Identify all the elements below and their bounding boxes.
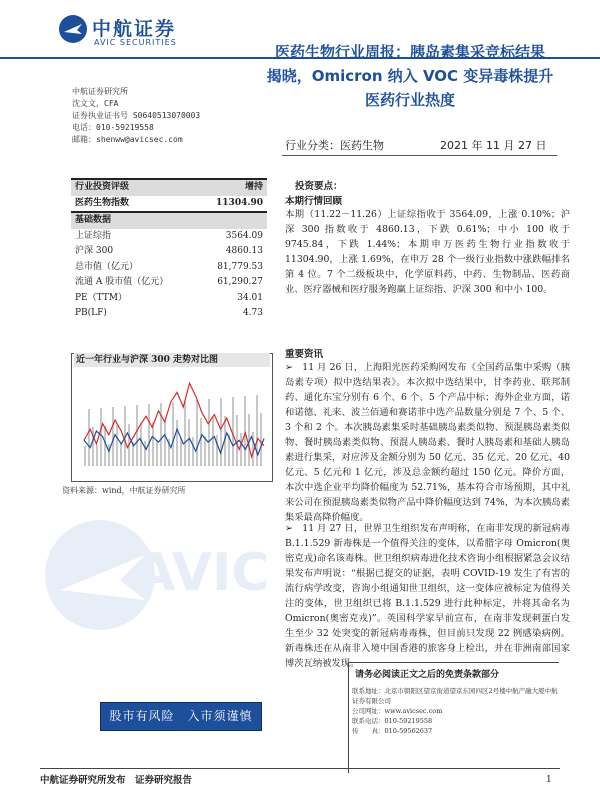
page-number: 1 bbox=[546, 775, 552, 785]
row-value: 61,290.27 bbox=[217, 277, 263, 287]
row-label: 总市值（亿元） bbox=[75, 261, 139, 272]
table-row bbox=[71, 291, 267, 307]
analyst-name: 沈文文，CFA bbox=[72, 99, 119, 108]
rating-value: 增持 bbox=[244, 182, 263, 192]
volume-bar bbox=[172, 402, 174, 466]
chart-source: 资料来源：wind，中航证券研究所 bbox=[62, 486, 186, 495]
row-value: 81,779.53 bbox=[217, 261, 263, 272]
volume-bar bbox=[180, 438, 182, 466]
volume-bar bbox=[84, 446, 86, 466]
volume-bar bbox=[116, 425, 118, 466]
volume-bar bbox=[208, 399, 210, 466]
table-row bbox=[71, 229, 267, 245]
volume-bar bbox=[244, 396, 246, 466]
contact-address: 联系地址：北京市朝阳区望京街道望京东园四区2号楼中航产融大厦中航证券有限公司 bbox=[352, 687, 558, 705]
table-row bbox=[71, 244, 267, 260]
industry-category: 行业分类：医药生物 bbox=[285, 139, 384, 152]
volume-bar bbox=[184, 401, 186, 466]
volume-bar bbox=[200, 418, 202, 466]
table-row bbox=[71, 275, 267, 291]
market-review-text: 本期（11.22－11.26）上证综指收于 3564.09，上涨 0.10%；沪深 300 指数收于 4860.13，下跌 0.61%；中小 100 收于 9745.84，下跌 1.44%；本期申万医药生物行业指数收于 11304.90，上涨 1.69%，在申万 28 个一级行业指数中涨跌幅排名第 4 位。7 个二级板块中，化学原料药、中药、生物制品、医药商业、医疗器械和医疗服务跑赢上证综指、沪深 300 和中小 100。 bbox=[285, 209, 570, 295]
volume-bar bbox=[100, 408, 102, 466]
volume-bar bbox=[236, 415, 238, 466]
volume-bar bbox=[260, 413, 262, 466]
analyst-email[interactable]: 邮箱：shenww@avicsec.com bbox=[72, 135, 183, 144]
volume-bar bbox=[188, 419, 190, 466]
volume-bar bbox=[204, 436, 206, 466]
volume-bar bbox=[196, 400, 198, 466]
basic-data-label: 基础数据 bbox=[75, 215, 112, 225]
institute: 中航证券研究所 bbox=[72, 87, 128, 96]
volume-bar bbox=[212, 417, 214, 466]
brand-name: 中航证券 bbox=[92, 18, 177, 40]
title-line-2: 揭晓，Omicron 纳入 VOC 变异毒株提升 bbox=[266, 67, 554, 85]
trend-chart bbox=[71, 353, 273, 482]
volume-bar bbox=[216, 435, 218, 466]
disclaimer-title: 请务必阅读正文之后的免责条款部分 bbox=[355, 670, 500, 680]
index-label: 医药生物指数 bbox=[75, 197, 130, 208]
row-label: 流通 A 股市值（亿元） bbox=[75, 277, 169, 287]
volume-bar bbox=[136, 405, 138, 466]
analyst-info bbox=[72, 86, 200, 146]
volume-bar bbox=[160, 403, 162, 466]
row-value: 4.73 bbox=[242, 308, 263, 318]
avic-watermark bbox=[40, 510, 280, 640]
risk-warning-banner: 股市有风险 入市须谨慎 bbox=[100, 702, 262, 731]
basic-data-header bbox=[71, 211, 267, 229]
volume-bar bbox=[140, 423, 142, 466]
volume-bar bbox=[96, 445, 98, 466]
contact-info bbox=[352, 686, 562, 736]
volume-bar bbox=[112, 407, 114, 466]
news-item-insulin: ➢ 11 月 26 日，上海阳光医药采购网发布《全国药品集中采购（胰岛素专项）拟中选结果表》。本次拟中选结果中，甘李药业、联邦制药、通化东宝分别有 6 个、6 个、5 个产品中标；海外企业方面，诺和诺德、礼来、波兰佰通和赛诺菲中选产品数量分别是 7 个、5 个、3 个和 2 个。本次胰岛素集采时基础胰岛素类似物、预混胰岛素类似物、餐时胰岛素类似物、预混人胰岛素、餐时人胰岛素和基础人胰岛素进行集采，对应涉及金额分别为 50 亿元、35 亿元、20 亿元、40 亿元、5 亿元和 1 亿元，涉及总金额约超过 150 亿元。降价方面，本次中选企业平均降价幅度为 52.71%，基本符合市场预期，其中礼来公司在预混胰岛素类似物产品中降价幅度达到 74%，为本次胰岛素集采最高降价幅度。 bbox=[285, 362, 570, 523]
report-title bbox=[245, 40, 575, 112]
market-review-title: 本期行情回顾 bbox=[285, 196, 343, 207]
category-divider bbox=[282, 155, 557, 156]
row-value: 34.01 bbox=[237, 292, 263, 303]
avic-emblem-icon bbox=[58, 14, 88, 44]
brand-name-en: AVIC SECURITIES bbox=[94, 38, 177, 47]
company-logo bbox=[58, 12, 198, 52]
volume-bar bbox=[148, 404, 150, 466]
volume-bar bbox=[164, 421, 166, 466]
row-label: PE（TTM） bbox=[75, 292, 128, 303]
volume-bar bbox=[104, 426, 106, 466]
contact-website[interactable]: 公司网址：www.avicsec.com bbox=[352, 707, 443, 715]
row-label: 上证综指 bbox=[75, 230, 112, 241]
contact-fax: 传 真：010-59562637 bbox=[352, 727, 433, 735]
rating-row bbox=[71, 180, 267, 196]
chart-title: 近一年行业与沪深 300 走势对比图 bbox=[74, 353, 270, 367]
footer-divider bbox=[40, 768, 560, 769]
row-label: 沪深 300 bbox=[75, 246, 114, 256]
title-line-3: 医药行业热度 bbox=[364, 91, 455, 109]
volume-bar bbox=[176, 420, 178, 466]
volume-bar bbox=[220, 398, 222, 466]
news-item-omicron: ➢ 11 月 27 日，世界卫生组织发布声明称，在南非发现的新冠病毒 B.1.1.529 新毒株是一个值得关注的变体，以希腊字母 Omicron(奥密克戎)命名该毒株。世卫组织病毒进化技术咨询小组根据紧急会议结果发布声明说：“根据已提交的证据，表明 COVID-19 发生了有害的流行病学改变，咨询小组通知世卫组织，这一变体应被标定为值得关注的变体，世卫组织已将 B.1.1.529 进行此种标定，并将其命名为 Omicron(奥密克戎)”。英国科学家早前宣布，在南非发现刺蛋白发生至少 32 处突变的新冠病毒毒株，但目前只发现 22 例感染病例。新毒株还在从南非入境中国香港的旅客身上检出，并在非洲南部国家博茨瓦纳被发现。 bbox=[285, 523, 570, 669]
table-row bbox=[71, 306, 267, 322]
table-row bbox=[71, 260, 267, 276]
volume-bar bbox=[88, 409, 90, 466]
row-value: 3564.09 bbox=[225, 230, 263, 241]
volume-bar bbox=[156, 440, 158, 466]
license-number: 证券执业证书号 S0640513070003 bbox=[72, 111, 201, 120]
contact-phone: 联系电话：010-59219558 bbox=[352, 717, 433, 725]
title-line-1: 医药生物行业周报：胰岛素集采竞标结果 bbox=[274, 43, 545, 61]
report-date: 2021 年 11 月 27 日 bbox=[440, 139, 547, 152]
index-value: 11304.90 bbox=[216, 197, 263, 208]
volume-bar bbox=[240, 433, 242, 466]
volume-bar bbox=[192, 437, 194, 466]
row-label: PB(LF) bbox=[75, 308, 107, 318]
index-row bbox=[71, 196, 267, 212]
market-stats-table bbox=[71, 178, 267, 322]
rating-label: 行业投资评级 bbox=[75, 182, 130, 192]
trend-chart-svg bbox=[72, 354, 272, 481]
watermark-text: AVIC bbox=[135, 543, 270, 603]
analyst-phone: 电话：010-59219558 bbox=[72, 123, 154, 132]
publisher-line: 中航证券研究所发布 证券研究报告 bbox=[40, 775, 193, 786]
row-value: 4860.13 bbox=[225, 246, 263, 256]
volume-bar bbox=[144, 441, 146, 466]
news-title: 重要资讯 bbox=[285, 349, 324, 360]
volume-bar bbox=[120, 443, 122, 466]
key-points-title: 投资要点： bbox=[295, 181, 343, 192]
